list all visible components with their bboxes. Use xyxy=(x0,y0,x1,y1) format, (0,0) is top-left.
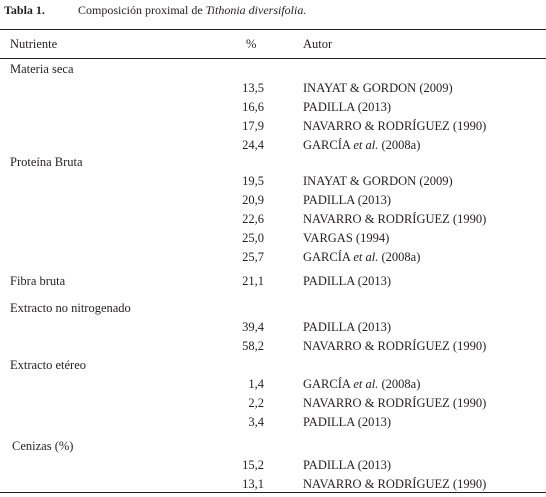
author-et-al: et al. xyxy=(353,138,379,152)
percent-cell: 22,6 xyxy=(242,212,264,226)
author-cell: VARGAS (1994) xyxy=(303,231,390,245)
percent-cell: 16,6 xyxy=(242,100,264,114)
table-title xyxy=(78,3,306,18)
author-cell: NAVARRO & RODRÍGUEZ (1990) xyxy=(303,119,487,133)
percent-cell: 3,4 xyxy=(248,415,264,429)
nutrient-group-label: Materia seca xyxy=(10,62,74,76)
percent-cell: 24,4 xyxy=(242,138,264,152)
author-et-al: et al. xyxy=(353,377,379,391)
percent-cell: 58,2 xyxy=(242,339,264,353)
percent-cell: 25,0 xyxy=(242,231,264,245)
author-cell: PADILLA (2013) xyxy=(303,274,392,288)
author-year: (2008a) xyxy=(378,138,421,152)
author-year: (2008a) xyxy=(378,250,421,264)
header-rule xyxy=(0,58,546,59)
header-author: Autor xyxy=(303,37,333,51)
author-et-al: et al. xyxy=(353,250,379,264)
bottom-rule xyxy=(0,492,546,493)
header-nutrient: Nutriente xyxy=(10,37,58,51)
percent-cell: 17,9 xyxy=(242,119,264,133)
author-cell: PADILLA (2013) xyxy=(303,458,392,472)
author-name: GARCÍA xyxy=(303,250,354,264)
percent-cell: 25,7 xyxy=(242,250,264,264)
percent-cell: 15,2 xyxy=(242,458,264,472)
author-cell: PADILLA (2013) xyxy=(303,193,392,207)
author-cell: PADILLA (2013) xyxy=(303,320,392,334)
percent-cell: 13,5 xyxy=(242,81,264,95)
percent-cell: 1,4 xyxy=(248,377,264,391)
nutrient-group-label: Extracto no nitrogenado xyxy=(10,301,131,315)
author-year: (2008a) xyxy=(378,377,421,391)
author-name: GARCÍA xyxy=(303,377,354,391)
author-cell xyxy=(303,250,420,265)
table-label: Tabla 1. xyxy=(4,3,45,17)
author-cell: NAVARRO & RODRÍGUEZ (1990) xyxy=(303,477,487,491)
percent-cell: 19,5 xyxy=(242,174,264,188)
author-cell: PADILLA (2013) xyxy=(303,100,392,114)
author-cell xyxy=(303,138,420,153)
title-prefix: Composición proximal de xyxy=(78,3,206,17)
author-cell: INAYAT & GORDON (2009) xyxy=(303,81,453,95)
top-rule xyxy=(0,29,546,30)
author-cell: INAYAT & GORDON (2009) xyxy=(303,174,453,188)
percent-cell: 21,1 xyxy=(242,274,264,288)
percent-cell: 13,1 xyxy=(242,477,264,491)
title-species: Tithonia diversifolia. xyxy=(205,3,307,17)
percent-cell: 20,9 xyxy=(242,193,264,207)
percent-cell: 39,4 xyxy=(242,320,264,334)
percent-cell: 2,2 xyxy=(248,396,264,410)
composition-table xyxy=(0,29,546,493)
nutrient-group-label: Fibra bruta xyxy=(10,274,66,288)
header-percent: % xyxy=(246,37,257,51)
author-cell: NAVARRO & RODRÍGUEZ (1990) xyxy=(303,396,487,410)
nutrient-group-label: Extracto etéreo xyxy=(10,358,86,372)
author-cell: PADILLA (2013) xyxy=(303,415,392,429)
author-cell xyxy=(303,377,420,392)
author-cell: NAVARRO & RODRÍGUEZ (1990) xyxy=(303,212,487,226)
author-name: GARCÍA xyxy=(303,138,354,152)
nutrient-group-label: Cenizas (%) xyxy=(12,439,74,453)
author-cell: NAVARRO & RODRÍGUEZ (1990) xyxy=(303,339,487,353)
table-caption xyxy=(4,3,307,18)
nutrient-group-label: Proteína Bruta xyxy=(10,155,83,169)
